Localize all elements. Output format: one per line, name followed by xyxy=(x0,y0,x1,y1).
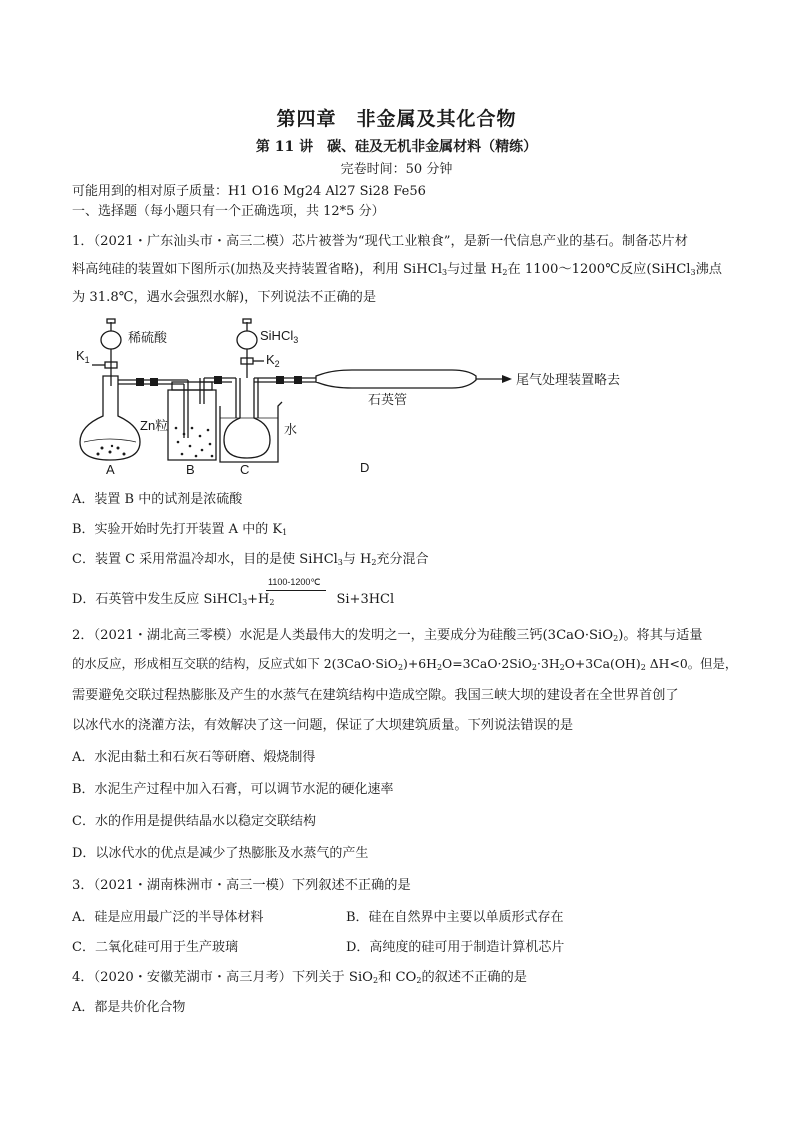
chapter-title: 第四章 非金属及其化合物 xyxy=(276,108,517,130)
section-heading: 一、选择题（每小题只有一个正确选项，共 12*5 分） xyxy=(72,204,385,219)
label-d: D xyxy=(360,460,370,475)
label-b: B xyxy=(186,462,195,477)
q3-stem: 3．（2021・湖南株洲市・高三一模）下列叙述不正确的是 xyxy=(72,878,411,893)
q1-option-b: B．实验开始时先打开装置 A 中的 $K_1$ xyxy=(72,522,288,537)
q2-option-a: A．水泥由黏土和石灰石等研磨、煅烧制得 xyxy=(72,750,316,765)
q2-line2: 的水反应，形成相互交联的结构，反应式如下 $2(3CaO\cdot SiO_2)+6H_2O=3CaO\cdot 2SiO_2\cdot 3H_2O+3Ca(OH)_2$ ΔH<0。但是， xyxy=(72,656,738,672)
q1-option-d: D．石英管中发生反应 $SiHCl_3+H_2$ Si+3HCl xyxy=(72,592,395,607)
k1-label: $K_1$ xyxy=(76,348,90,365)
q4-stem: 4．（2020・安徽芜湖市・高三月考）下列关于 SiO$_2$和 $CO_2$的叙述不正确的是 xyxy=(72,970,527,985)
flask-a xyxy=(80,376,140,460)
lesson-title: 第 11 讲 碳、硅及无机非金属材料（精练） xyxy=(255,139,538,155)
reaction-condition: 1100-1200℃ xyxy=(268,577,321,587)
q1-line1: 1．（2021・广东汕头市・高三二模）芯片被誉为“现代工业粮食”，是新一代信息产业的基石。制备芯片材 xyxy=(72,234,688,249)
q1-option-a: A．装置 B 中的试剂是浓硫酸 xyxy=(72,492,243,507)
reaction-arrow-bar xyxy=(266,590,326,591)
funnel-a-bulb xyxy=(101,331,121,349)
q1-line2: 料高纯硅的装置如下图所示(加热及夹持装置省略)，利用 SiHCl$_3$与过量 $H_2$在 1100～1200℃反应(SiHCl$_3$沸点 xyxy=(72,262,722,277)
q3-option-b: B．硅在自然界中主要以单质形式存在 xyxy=(346,910,564,925)
quartz-tube xyxy=(316,370,476,388)
label-c: C xyxy=(240,462,250,477)
apparatus-diagram xyxy=(72,318,621,477)
q2-line1: 2．（2021・湖北高三零模）水泥是人类最伟大的发明之一，主要成分为硅酸三钙(3CaO·SiO$_2$)。将其与适量 xyxy=(72,628,703,643)
q1-option-c: C．装置 C 采用常温冷却水，目的是使 SiHCl$_3$与 $H_2$充分混合 xyxy=(72,552,429,567)
q4-option-a: A．都是共价化合物 xyxy=(72,1000,186,1015)
q3-option-c: C．二氧化硅可用于生产玻璃 xyxy=(72,940,238,955)
label-a: A xyxy=(106,462,115,477)
q2-line3: 需要避免交联过程热膨胀及产生的水蒸气在建筑结构中造成空隙。我国三峡大坝的建设者在全世界首创了 xyxy=(72,688,679,703)
funnel-c-bulb xyxy=(237,331,257,349)
bottle-b xyxy=(168,390,216,460)
q1-line3: 为 31.8℃，遇水会强烈水解)，下列说法不正确的是 xyxy=(72,290,377,305)
q3-option-d: D．高纯度的硅可用于制造计算机芯片 xyxy=(346,940,565,955)
q3-option-a: A．硅是应用最广泛的半导体材料 xyxy=(72,910,264,925)
acid-label: 稀硫酸 xyxy=(128,330,168,345)
time-limit: 完卷时间：50 分钟 xyxy=(340,162,453,177)
tube-label: 石英管 xyxy=(368,392,408,407)
q2-line4: 以冰代水的浇灌方法，有效解决了这一问题，保证了大坝建筑质量。下列说法错误的是 xyxy=(72,718,574,733)
zn-label: Zn粒 xyxy=(140,418,169,433)
k2-label: $K_2$ xyxy=(266,352,280,369)
water-label: 水 xyxy=(284,422,298,437)
atomic-mass-line: 可能用到的相对原子质量：H1 O16 Mg24 Al27 Si28 Fe56 xyxy=(72,184,426,199)
sihcl-label: SiHCl$_3$ xyxy=(260,328,299,345)
q2-option-d: D．以冰代水的优点是减少了热膨胀及水蒸气的产生 xyxy=(72,846,369,861)
exhaust-label: 尾气处理装置略去 xyxy=(516,372,621,387)
q2-option-c: C．水的作用是提供结晶水以稳定交联结构 xyxy=(72,814,316,829)
q2-option-b: B．水泥生产过程中加入石膏，可以调节水泥的硬化速率 xyxy=(72,782,394,797)
